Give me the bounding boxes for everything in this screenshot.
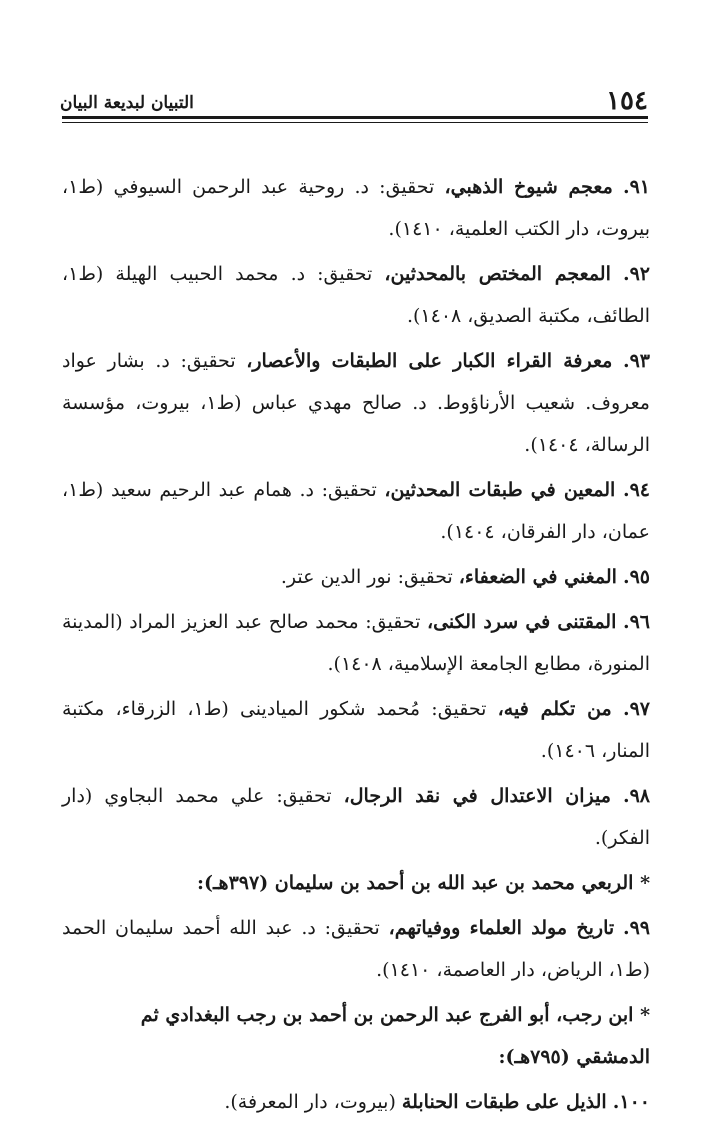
entry-number: ٩٦. [622, 611, 650, 633]
entry-title: المغني في الضعفاء، [458, 566, 617, 588]
page-number: ١٥٤ [606, 86, 648, 116]
bibliography-entry [62, 907, 650, 991]
entry-details: (بيروت، دار المعرفة). [224, 1091, 402, 1113]
entry-title: تاريخ مولد العلماء ووفياتهم، [388, 917, 615, 939]
entry-details: تحقيق: علي محمد البجاوي (دار الفكر). [62, 785, 650, 849]
entry-details: تحقيق: د. روحية عبد الرحمن السيوفي (ط١، بيروت، دار الكتب العلمية، ١٤١٠). [62, 176, 650, 240]
bibliography-entry [62, 601, 650, 685]
header-rule-thick [62, 116, 648, 119]
author-name: ابن رجب، أبو الفرج عبد الرحمن بن أحمد بن رجب البغدادي ثم الدمشقي (٧٩٥هـ): [140, 1004, 650, 1068]
entry-details: تحقيق: د. بشار عواد معروف. شعيب الأرناؤوط. د. صالح مهدي عباس (ط١، بيروت، مؤسسة الرسالة، ١٤٠٤). [62, 350, 650, 456]
bibliography-entry [62, 1081, 650, 1123]
entry-details: تحقيق: د. محمد الحبيب الهيلة (ط١، الطائف، مكتبة الصديق، ١٤٠٨). [62, 263, 650, 327]
entry-number: ٩٢. [622, 263, 651, 285]
entry-title: المعين في طبقات المحدثين، [384, 479, 616, 501]
bibliography-entry [62, 340, 650, 466]
author-name: الربعي محمد بن عبد الله بن أحمد بن سليمان (٣٩٧هـ): [196, 872, 641, 894]
header-rule-thin [62, 122, 648, 123]
entry-number: ٩٨. [622, 785, 651, 807]
bibliography-entry [62, 166, 650, 250]
entry-title: المعجم المختص بالمحدثين، [384, 263, 611, 285]
bibliography-entry [62, 253, 650, 337]
entry-number: ٩١. [622, 176, 651, 198]
author-marker: * [640, 1004, 650, 1026]
entry-title: معجم شيوخ الذهبي، [444, 176, 613, 198]
author-marker: * [640, 872, 650, 894]
entry-number: ٩٥. [622, 566, 650, 588]
entry-number: ٩٩. [622, 917, 650, 939]
page-header [60, 78, 648, 114]
bibliography-list [62, 166, 650, 1126]
entry-number: ٩٤. [622, 479, 651, 501]
entry-number: ٩٣. [622, 350, 650, 372]
bibliography-entry [62, 556, 650, 598]
entry-title: الذيل على طبقات الحنابلة [401, 1091, 607, 1113]
bibliography-entry [62, 688, 650, 772]
entry-number: ١٠٠. [612, 1091, 650, 1113]
entry-details: تحقيق: نور الدين عتر. [280, 566, 459, 588]
author-heading [62, 994, 650, 1078]
bibliography-entry [62, 775, 650, 859]
entry-title: المقتنى في سرد الكنى، [426, 611, 617, 633]
entry-details: تحقيق: د. همام عبد الرحيم سعيد (ط١، عمان، دار الفرقان، ١٤٠٤). [62, 479, 650, 543]
entry-details: تحقيق: د. عبد الله أحمد سليمان الحمد (ط١، الرياض، دار العاصمة، ١٤١٠). [62, 917, 650, 981]
entry-number: ٩٧. [622, 698, 650, 720]
entry-title: معرفة القراء الكبار على الطبقات والأعصار، [246, 350, 613, 372]
running-title: التبيان لبديعة البيان [60, 93, 194, 113]
bibliography-entry [62, 469, 650, 553]
entry-details: تحقيق: مُحمد شكور الميادينى (ط١، الزرقاء، مكتبة المنار، ١٤٠٦). [62, 698, 650, 762]
entry-title: من تكلم فيه، [497, 698, 612, 720]
author-heading [62, 862, 650, 904]
entry-details: تحقيق: محمد صالح عبد العزيز المراد (المدينة المنورة، مطابع الجامعة الإسلامية، ١٤٠٨). [62, 611, 650, 675]
entry-title: ميزان الاعتدال في نقد الرجال، [343, 785, 611, 807]
